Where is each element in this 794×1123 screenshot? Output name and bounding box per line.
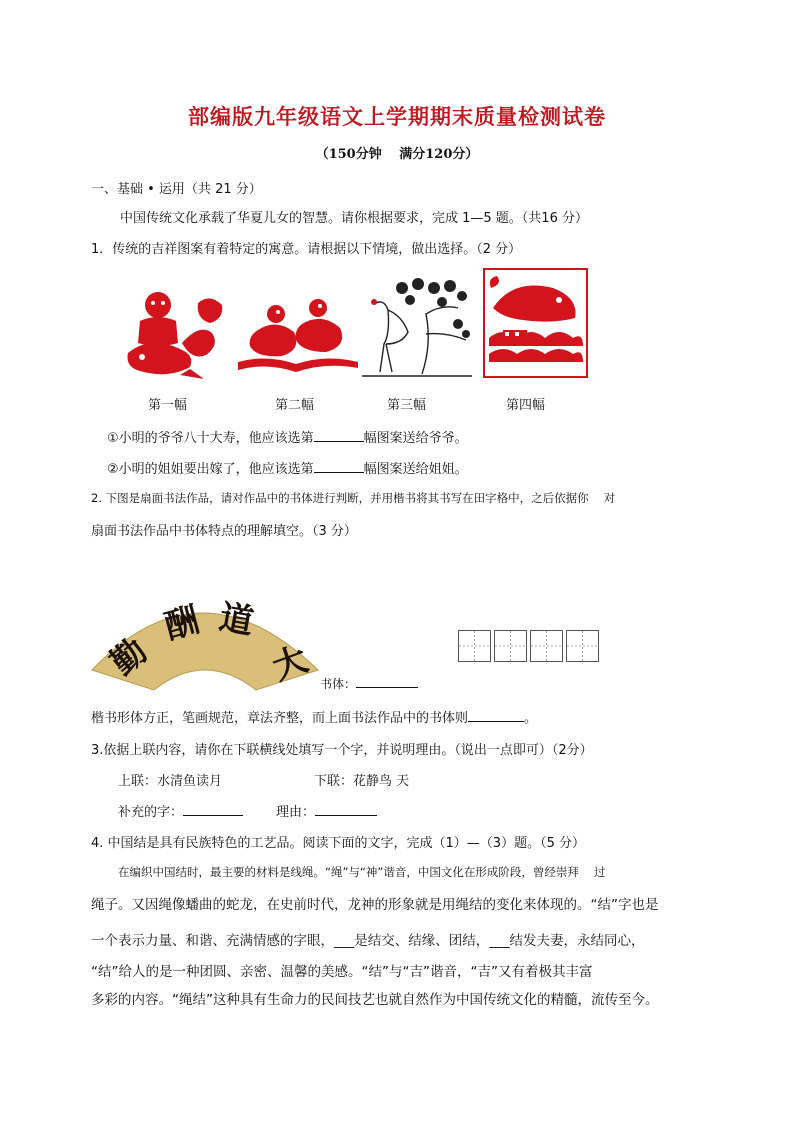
q3-reason-line [276, 801, 377, 820]
tianzige-grid[interactable] [458, 630, 602, 662]
q1-item-1-post: 幅图案送给爷爷。 [363, 431, 468, 446]
q3-char-blank[interactable] [183, 803, 243, 816]
q1-item-2-post: 幅图案送给姐姐。 [363, 462, 468, 477]
q3-reason-blank[interactable] [315, 803, 377, 816]
fan-char-1: 大 [267, 639, 314, 689]
q1-stem: 1．传统的吉祥图案有着特定的寓意。请根据以下情境，做出选择。（2 分） [91, 242, 522, 257]
q4-para-line1: 在编织中国结时，最主要的材料是线绳。“绳”与“神”谐音，中国文化在形成阶段，曾经崇拜 过 [118, 865, 606, 879]
font-style-line [320, 675, 418, 692]
q3-char-line [118, 801, 243, 820]
caption-1: 第一幅 [148, 398, 188, 413]
caption-3: 第三幅 [387, 398, 427, 413]
q3-reason-label: 理由： [276, 805, 316, 820]
q1-item-1 [107, 427, 468, 446]
q2-sentence-pre: 楷书形体方正，笔画规范，章法齐整，而上面书法作品中的书体则 [91, 711, 469, 726]
q2-sentence [91, 707, 537, 726]
fan-char-2: 道 [216, 597, 257, 643]
q2-sentence-post: 。 [524, 711, 538, 726]
q1-item-2 [107, 458, 468, 477]
q2-sentence-blank[interactable] [468, 709, 524, 722]
font-style-blank[interactable] [356, 675, 418, 688]
q1-answer-1-blank[interactable] [314, 429, 364, 442]
q3-stem: 3.依据上联内容，请你在下联横线处填写一个字，并说明理由。（说出一点即可）（2分） [91, 743, 593, 758]
section-heading: 一、基础 • 运用（共 21 分） [91, 182, 262, 197]
papercut-ducks-image [236, 292, 361, 377]
papercut-fish-waves-image [483, 268, 588, 378]
papercut-child-fish-image [120, 283, 230, 383]
section-intro: 中国传统文化承载了华夏儿女的智慧。请你根据要求，完成 1—5 题。（共16 分） [120, 211, 588, 226]
q1-answer-2-blank[interactable] [314, 460, 364, 473]
q4-para-line2: 绳子。又因绳像蟠曲的蛇龙，在史前时代，龙神的形象就是用绳结的变化来体现的。“结”字也是 [91, 897, 659, 913]
q1-item-1-pre: ①小明的爷爷八十大寿，他应该选第 [107, 431, 314, 446]
q3-lower-couplet: 下联：花静鸟 天 [314, 774, 410, 789]
page-title: 部编版九年级语文上学期期末质量检测试卷 [188, 104, 606, 129]
caption-4: 第四幅 [506, 398, 546, 413]
q3-upper-couplet: 上联：水清鱼读月 [118, 774, 223, 789]
q3-char-label: 补充的字： [118, 805, 184, 820]
fan-char-3: 酬 [160, 600, 204, 648]
fan-calligraphy-image [90, 586, 320, 694]
page-subtitle: （150分钟 满分120分） [315, 147, 479, 162]
font-style-label: 书体： [320, 677, 357, 691]
q4-para-line4: “结”给人的是一种团圆、亲密、温馨的美感。“结”与“吉”谐音，“吉”又有着极其丰富 [91, 964, 593, 980]
q1-item-2-pre: ②小明的姐姐要出嫁了，他应该选第 [107, 462, 314, 477]
q4-stem: 4. 中国结是具有民族特色的工艺品。阅读下面的文字，完成（1）—（3）题。（5 分） [91, 836, 585, 851]
q2-stem-line1: 2. 下图是扇面书法作品，请对作品中的书体进行判断，并用楷书将其书写在田字格中，之后依据你 对 [91, 491, 616, 505]
q4-para-line3: 一个表示力量、和谐、充满情感的字眼，___是结交、结缘、团结，___结发夫妻，永结同心， [91, 933, 645, 949]
caption-2: 第二幅 [275, 398, 315, 413]
fan-char-4: 勤 [103, 630, 156, 684]
ink-crane-pine-image [362, 274, 474, 378]
q4-para-line5: 多彩的内容。“绳结”这种具有生命力的民间技艺也就自然作为中国传统文化的精髓，流传至今。 [91, 992, 659, 1008]
q2-stem-line2: 扇面书法作品中书体特点的理解填空。（3 分） [91, 524, 357, 539]
